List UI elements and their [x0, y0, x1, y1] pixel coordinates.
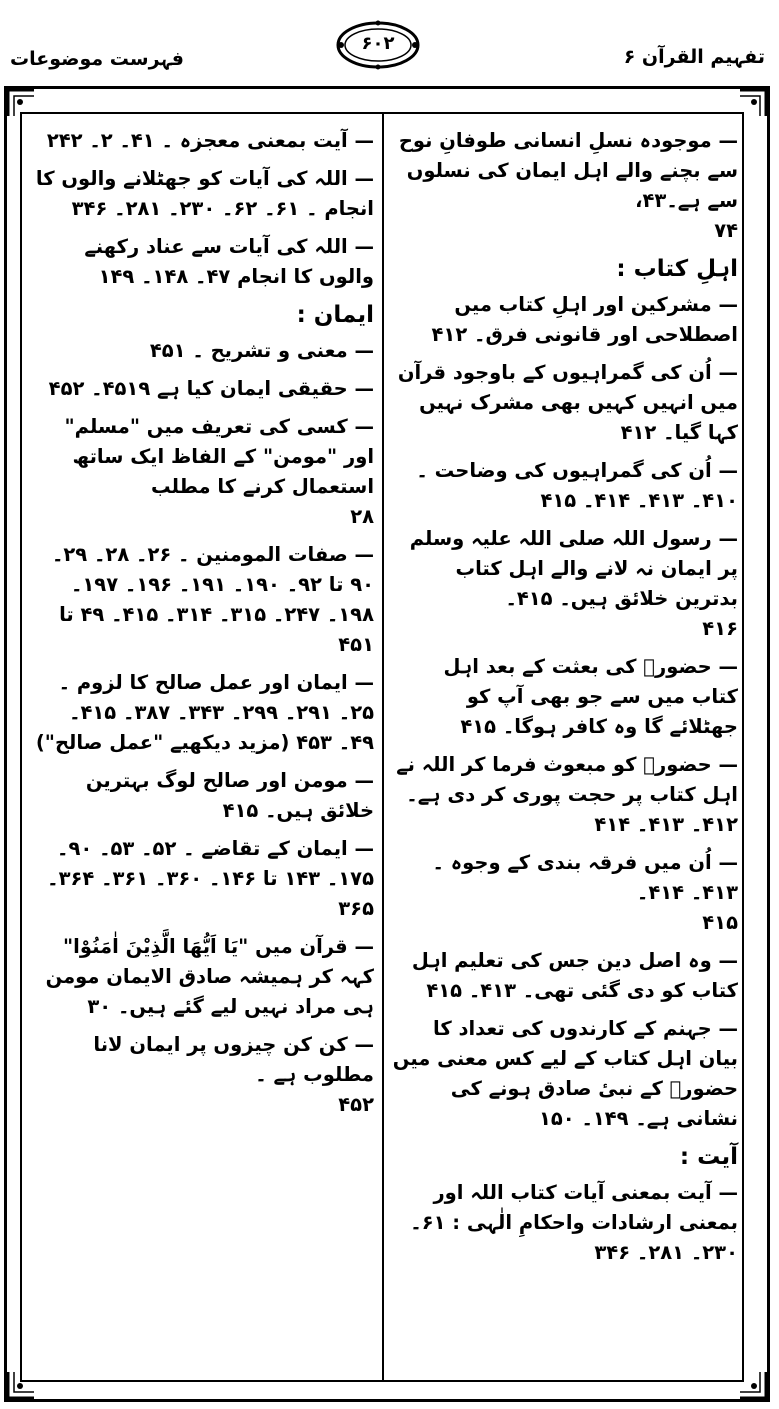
index-entry [392, 126, 738, 246]
index-entry [28, 1030, 374, 1120]
entry-text: — کن کن چیزوں پر ایمان لانا مطلوب ہے ۔ [93, 1033, 374, 1086]
index-entry [28, 766, 374, 826]
entry-text: — اللہ کی آیات کو جھٹلانے والوں کا انجام ۔ ۶۱۔ ۶۲۔ ۲۳۰۔ ۲۸۱۔ ۳۴۶ [35, 167, 374, 220]
page-number: ۶۰۲ [361, 33, 395, 54]
index-entry [392, 1014, 738, 1134]
entry-text: — حقیقی ایمان کیا ہے ۴۵۱۹۔ ۴۵۲ [48, 377, 374, 400]
index-entry [28, 932, 374, 1022]
index-entry [392, 290, 738, 350]
entry-text: — موجودہ نسلِ انسانی طوفانِ نوح سے بچنے والے اہل ایمان کی نسلوں سے ہے۔۴۳، [398, 129, 738, 212]
topic-heading: اہلِ کتاب : [616, 256, 738, 282]
column-divider [382, 112, 384, 1382]
index-entry [392, 848, 738, 938]
entry-text: — اُن کی گمراہیوں کی وضاحت ۔ ۴۱۰۔ ۴۱۳۔ ۴۱۴۔ ۴۱۵ [416, 459, 738, 512]
index-entry [28, 668, 374, 758]
index-entry [28, 412, 374, 532]
entry-text: — آیت بمعنی معجزہ ۔ ۴۱۔ ۲۔ ۲۴۲ [46, 129, 374, 152]
index-column-right [392, 126, 738, 1268]
entry-text: — اللہ کی آیات سے عناد رکھنے والوں کا انجام ۴۷۔ ۱۴۸۔ ۱۴۹ [84, 235, 374, 288]
index-entry [392, 652, 738, 742]
entry-page-ref: ۳۶۵ [338, 897, 374, 920]
index-column-left [28, 126, 374, 1120]
entry-text: — اُن کی گمراہیوں کے باوجود قرآن میں انہیں کہیں بھی مشرک نہیں کہا گیا۔ ۴۱۲ [397, 361, 738, 444]
entry-text: — صفات المومنین ۔ ۲۶۔ ۲۸۔ ۲۹۔ ۹۰ تا ۹۲۔ ۱۹۰۔ ۱۹۱۔ ۱۹۶۔ ۱۹۷۔ ۱۹۸۔ ۲۴۷۔ ۳۱۵۔ ۳۱۴۔ ۴۱۵۔ ۴۹ تا ۴۵۱ [51, 543, 374, 656]
index-entry [392, 946, 738, 1006]
entry-text: — اُن میں فرقہ بندی کے وجوہ ۔ ۴۱۳۔ ۴۱۴۔ [432, 851, 738, 904]
index-entry [28, 232, 374, 292]
entry-text: — حضورؐ کی بعثت کے بعد اہل کتاب میں سے جو بھی آپ کو جھٹلائے گا وہ کافر ہوگا۔ ۴۱۵ [443, 655, 738, 738]
topic-heading: آیت : [679, 1144, 738, 1170]
entry-text: — مومن اور صالح لوگ بہترین خلائق ہیں۔ ۴۱۵ [85, 769, 374, 822]
index-entry [392, 456, 738, 516]
index-entry [28, 374, 374, 404]
entry-text: — جہنم کے کارندوں کی تعداد کا بیان اہل کتاب کے لیے کس معنی میں حضورؐ کے نبیٔ صادق ہونے کی نشانی ہے۔ ۱۴۹۔ ۱۵۰ [392, 1017, 738, 1130]
entry-text: — کسی کی تعریف میں "مسلم" اور "مومن" کے الفاظ ایک ساتھ استعمال کرنے کا مطلب [64, 415, 374, 498]
entry-text: — آیت بمعنی آیات کتاب اللہ اور بمعنی ارشادات واحکامِ الٰہی : ۶۱۔ ۲۳۰۔ ۲۸۱۔ ۳۴۶ [410, 1181, 738, 1264]
index-entry [28, 834, 374, 924]
entry-text: — رسول اللہ صلی اللہ علیہ وسلم پر ایمان نہ لانے والے اہل کتاب بدترین خلائق ہیں۔ ۴۱۵۔ [409, 527, 738, 610]
index-entry [392, 524, 738, 644]
entry-page-ref: ۴۵۲ [338, 1093, 374, 1116]
entry-text: — حضورؐ کو مبعوث فرما کر اللہ نے اہل کتاب پر حجت پوری کر دی ہے۔ ۴۱۲۔ ۴۱۳۔ ۴۱۴ [396, 753, 738, 836]
index-entry [392, 1178, 738, 1268]
index-entry [28, 126, 374, 156]
entry-text: — وہ اصل دین جس کی تعلیم اہل کتاب کو دی گئی تھی۔ ۴۱۳۔ ۴۱۵ [411, 949, 738, 1002]
entry-text: — ایمان اور عمل صالح کا لزوم ۔ ۲۵۔ ۲۹۱۔ ۲۹۹۔ ۳۴۳۔ ۳۸۷۔ ۴۱۵۔ ۴۹۔ ۴۵۳ (مزید دیکھیے "عمل صالح") [35, 671, 374, 754]
entry-page-ref: ۷۴ [714, 219, 738, 242]
index-entry [28, 540, 374, 660]
entry-page-ref: ۴۱۶ [702, 617, 738, 640]
entry-page-ref: ۴۱۵ [702, 911, 738, 934]
section-title: فہرست موضوعات [10, 48, 184, 70]
entry-page-ref: ۲۸ [350, 505, 374, 528]
index-entry [28, 336, 374, 366]
page-header [0, 0, 779, 85]
topic-heading: ایمان : [296, 302, 374, 328]
entry-text: — قرآن میں "یَا اَیُّھَا الَّذِیْنَ اٰمَنُوْا" کہہ کر ہمیشہ صادق الایمان مومن ہی مراد نہیں لیے گئے ہیں۔ ۳۰ [45, 935, 374, 1018]
entry-text: — معنی و تشریح ۔ ۴۵۱ [149, 339, 374, 362]
entry-text: — مشرکین اور اہلِ کتاب میں اصطلاحی اور قانونی فرق۔ ۴۱۲ [431, 293, 738, 346]
index-entry [392, 750, 738, 840]
page-number-badge [335, 20, 421, 70]
index-entry [28, 164, 374, 224]
entry-text: — ایمان کے تقاضے ۔ ۵۲۔ ۵۳۔ ۹۰۔ ۱۷۵۔ ۱۴۳ تا ۱۴۶۔ ۳۶۰۔ ۳۶۱۔ ۳۶۴۔ [47, 837, 374, 890]
index-entry [392, 358, 738, 448]
book-title: تفہیم القرآن ۶ [623, 46, 765, 68]
